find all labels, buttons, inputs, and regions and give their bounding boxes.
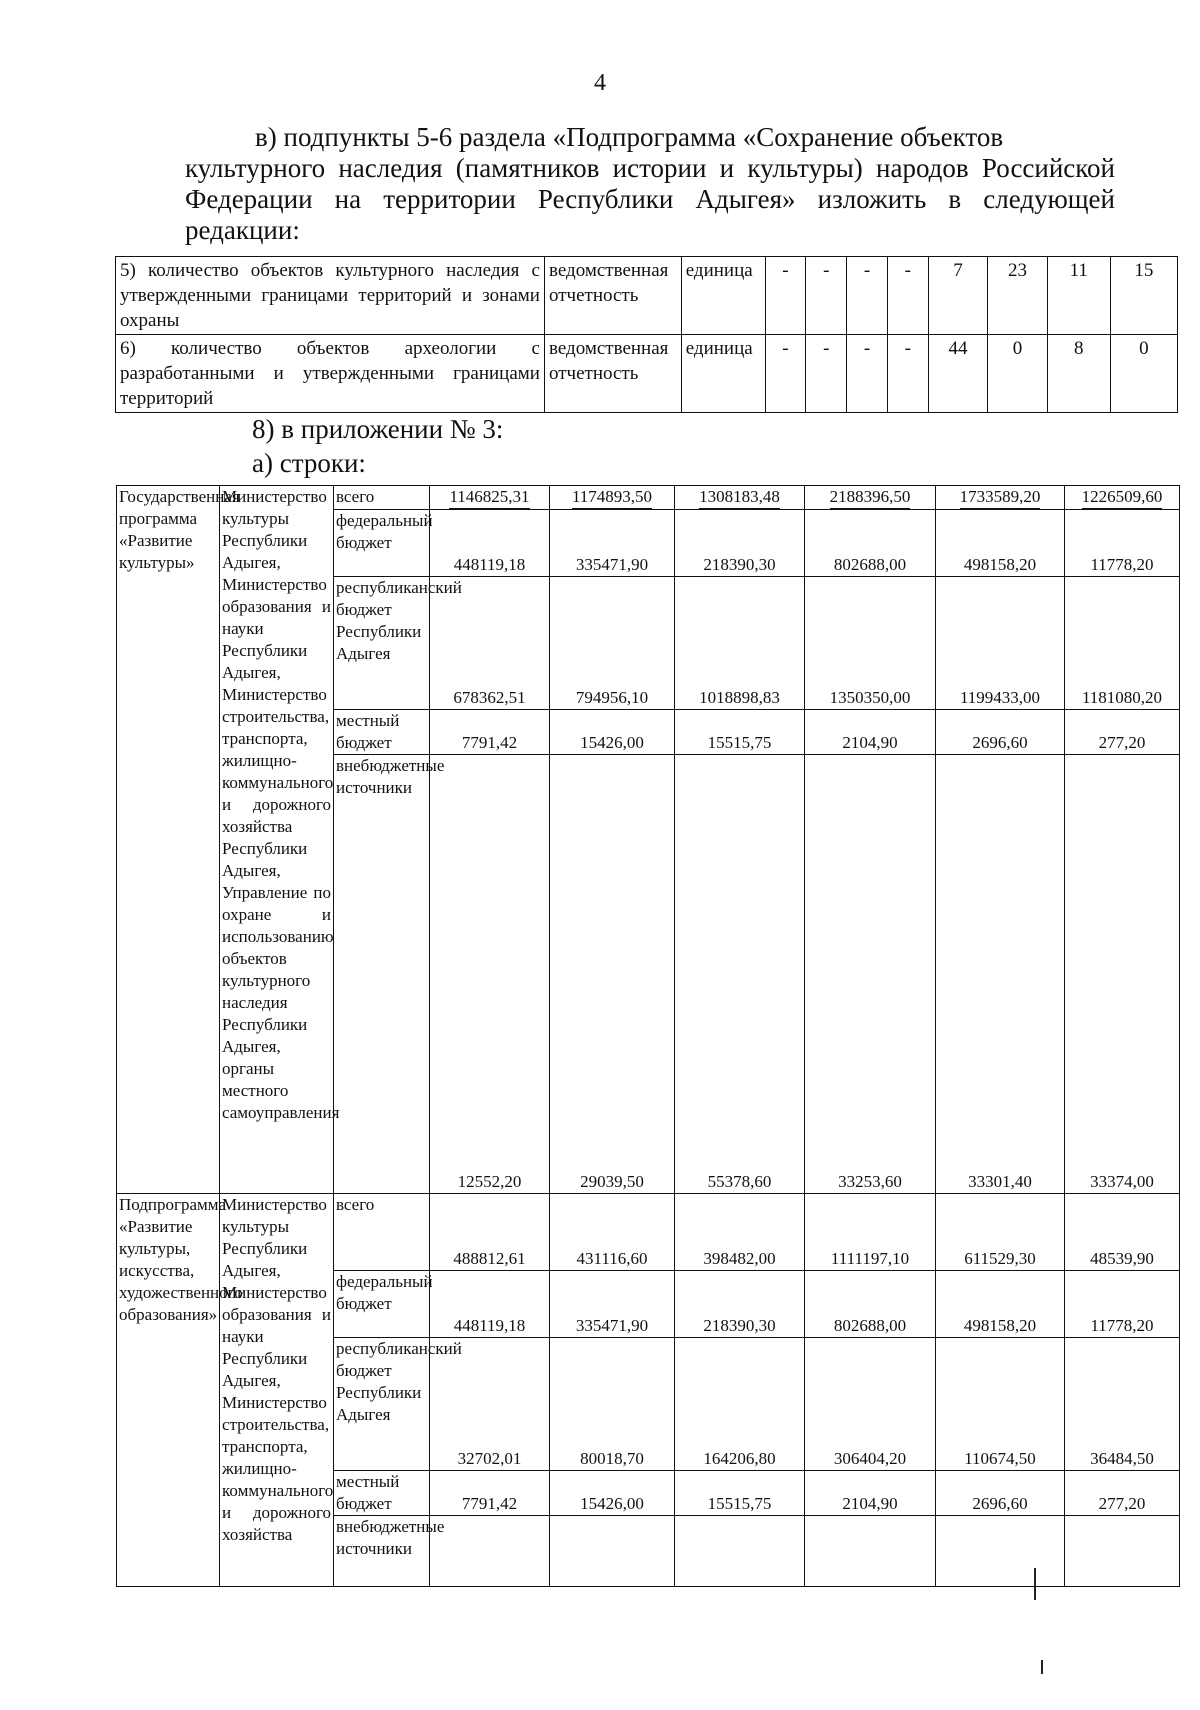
source-label: республиканский бюджет Республики Адыгея bbox=[334, 1338, 430, 1471]
table-row bbox=[117, 1194, 1180, 1271]
source-label: внебюджетные источники bbox=[334, 755, 430, 1194]
indicator-name: 5) количество объектов культурного наследия с утвержденными границами территорий и зонами охраны bbox=[116, 257, 545, 335]
amount: 15515,75 bbox=[675, 710, 805, 755]
amount: 448119,18 bbox=[430, 1271, 550, 1338]
indicator-row-6 bbox=[116, 335, 1178, 413]
amount: 164206,80 bbox=[675, 1338, 805, 1471]
indicator-row-5 bbox=[116, 257, 1178, 335]
amount: 277,20 bbox=[1065, 1471, 1180, 1516]
amount: 33301,40 bbox=[936, 755, 1065, 1194]
amount: 1226509,60 bbox=[1082, 486, 1163, 509]
amount: 7791,42 bbox=[430, 710, 550, 755]
amount: 1733589,20 bbox=[960, 486, 1041, 509]
source-label: федеральный бюджет bbox=[334, 1271, 430, 1338]
amount bbox=[805, 1516, 936, 1587]
amount: 36484,50 bbox=[1065, 1338, 1180, 1471]
amount: 32702,01 bbox=[430, 1338, 550, 1471]
indicator-value: 0 bbox=[988, 335, 1048, 413]
rows-heading: а) строки: bbox=[252, 448, 366, 478]
indicator-value: 11 bbox=[1047, 257, 1110, 335]
source-label: всего bbox=[334, 1194, 430, 1271]
amount: 488812,61 bbox=[430, 1194, 550, 1271]
amount: 335471,90 bbox=[550, 1271, 675, 1338]
indicator-name: 6) количество объектов археологии с разработанными и утвержденными границами территорий bbox=[116, 335, 545, 413]
amount: 2696,60 bbox=[936, 710, 1065, 755]
amount: 802688,00 bbox=[805, 510, 936, 577]
amount: 2104,90 bbox=[805, 710, 936, 755]
indicator-value: 44 bbox=[928, 335, 988, 413]
source-label: местный бюджет bbox=[334, 710, 430, 755]
indicator-value: - bbox=[847, 335, 888, 413]
amount: 1350350,00 bbox=[805, 577, 936, 710]
scan-artifact-mark bbox=[1041, 1660, 1043, 1674]
amount: 1174893,50 bbox=[572, 486, 652, 509]
amount: 218390,30 bbox=[675, 1271, 805, 1338]
amount bbox=[550, 1516, 675, 1587]
amount bbox=[1065, 1516, 1180, 1587]
executor-list: Министерство культуры Республики Адыгея, Министерство образования и науки Республики Адыгея, Министерство строительства, транспорта, жилищно-коммунального и дорожного хозяйства Республики Адыгея, Управление по охране и использованию объектов культурного наследия Республики Адыгея, органы местного самоуправления bbox=[220, 486, 334, 1194]
amount: 1308183,48 bbox=[699, 486, 780, 509]
amount: 2104,90 bbox=[805, 1471, 936, 1516]
amount: 15426,00 bbox=[550, 1471, 675, 1516]
amount: 80018,70 bbox=[550, 1338, 675, 1471]
intro-rest: культурного наследия (памятников истории и культуры) народов Российской Федерации на территории Республики Адыгея» изложить в следующей редакции: bbox=[185, 153, 1115, 245]
intro-line-1: в) подпункты 5-6 раздела «Подпрограмма «Сохранение объектов bbox=[255, 122, 1004, 152]
amount: 11778,20 bbox=[1065, 510, 1180, 577]
indicator-value: - bbox=[806, 335, 847, 413]
indicator-value: - bbox=[887, 257, 928, 335]
amount bbox=[675, 1516, 805, 1587]
amount: 33253,60 bbox=[805, 755, 936, 1194]
indicator-value: 15 bbox=[1110, 257, 1177, 335]
indicator-value: - bbox=[887, 335, 928, 413]
indicator-value: - bbox=[806, 257, 847, 335]
amount: 611529,30 bbox=[936, 1194, 1065, 1271]
amount: 15426,00 bbox=[550, 710, 675, 755]
source-label: внебюджетные источники bbox=[334, 1516, 430, 1587]
page-number: 4 bbox=[594, 70, 606, 96]
indicator-source: ведомственная отчетность bbox=[544, 335, 681, 413]
amount: 11778,20 bbox=[1065, 1271, 1180, 1338]
amount: 678362,51 bbox=[430, 577, 550, 710]
amount: 110674,50 bbox=[936, 1338, 1065, 1471]
amount: 218390,30 bbox=[675, 510, 805, 577]
program-name: Государственная программа «Развитие культуры» bbox=[117, 486, 220, 1194]
amount: 431116,60 bbox=[550, 1194, 675, 1271]
amount: 2188396,50 bbox=[830, 486, 911, 509]
amount: 15515,75 bbox=[675, 1471, 805, 1516]
amount bbox=[430, 1516, 550, 1587]
amount: 277,20 bbox=[1065, 710, 1180, 755]
amount: 498158,20 bbox=[936, 510, 1065, 577]
indicator-value: - bbox=[765, 335, 806, 413]
amount bbox=[936, 1516, 1065, 1587]
amount: 7791,42 bbox=[430, 1471, 550, 1516]
amount: 1146825,31 bbox=[449, 486, 529, 509]
executor-list: Министерство культуры Республики Адыгея, Министерство образования и науки Республики Адыгея, Министерство строительства, транспорта, жилищно-коммунального и дорожного хозяйства bbox=[220, 1194, 334, 1587]
indicator-unit: единица bbox=[681, 335, 765, 413]
indicator-value: 23 bbox=[988, 257, 1048, 335]
table-row bbox=[117, 486, 1180, 510]
amount: 33374,00 bbox=[1065, 755, 1180, 1194]
amount: 1181080,20 bbox=[1065, 577, 1180, 710]
indicators-table bbox=[115, 256, 1178, 413]
amount: 498158,20 bbox=[936, 1271, 1065, 1338]
amount: 335471,90 bbox=[550, 510, 675, 577]
indicator-value: - bbox=[847, 257, 888, 335]
amount: 802688,00 bbox=[805, 1271, 936, 1338]
amount: 398482,00 bbox=[675, 1194, 805, 1271]
indicator-value: 7 bbox=[928, 257, 988, 335]
amount: 12552,20 bbox=[430, 755, 550, 1194]
amount: 55378,60 bbox=[675, 755, 805, 1194]
scan-artifact-mark bbox=[1034, 1568, 1036, 1600]
amount: 48539,90 bbox=[1065, 1194, 1180, 1271]
amount: 2696,60 bbox=[936, 1471, 1065, 1516]
source-label: всего bbox=[334, 486, 430, 510]
section-8-heading: 8) в приложении № 3: bbox=[252, 414, 504, 444]
amount: 306404,20 bbox=[805, 1338, 936, 1471]
program-name: Подпрограмма «Развитие культуры, искусства, художественного образования» bbox=[117, 1194, 220, 1587]
amount: 448119,18 bbox=[430, 510, 550, 577]
indicator-value: 0 bbox=[1110, 335, 1177, 413]
amount: 794956,10 bbox=[550, 577, 675, 710]
indicator-source: ведомственная отчетность bbox=[544, 257, 681, 335]
source-label: местный бюджет bbox=[334, 1471, 430, 1516]
indicator-value: - bbox=[765, 257, 806, 335]
amount: 1018898,83 bbox=[675, 577, 805, 710]
source-label: федеральный бюджет bbox=[334, 510, 430, 577]
amount: 29039,50 bbox=[550, 755, 675, 1194]
source-label: республиканский бюджет Республики Адыгея bbox=[334, 577, 430, 710]
funding-table bbox=[116, 485, 1180, 1587]
indicator-unit: единица bbox=[681, 257, 765, 335]
amount: 1199433,00 bbox=[936, 577, 1065, 710]
indicator-value: 8 bbox=[1047, 335, 1110, 413]
intro-paragraph bbox=[185, 122, 1115, 246]
amount: 1111197,10 bbox=[805, 1194, 936, 1271]
